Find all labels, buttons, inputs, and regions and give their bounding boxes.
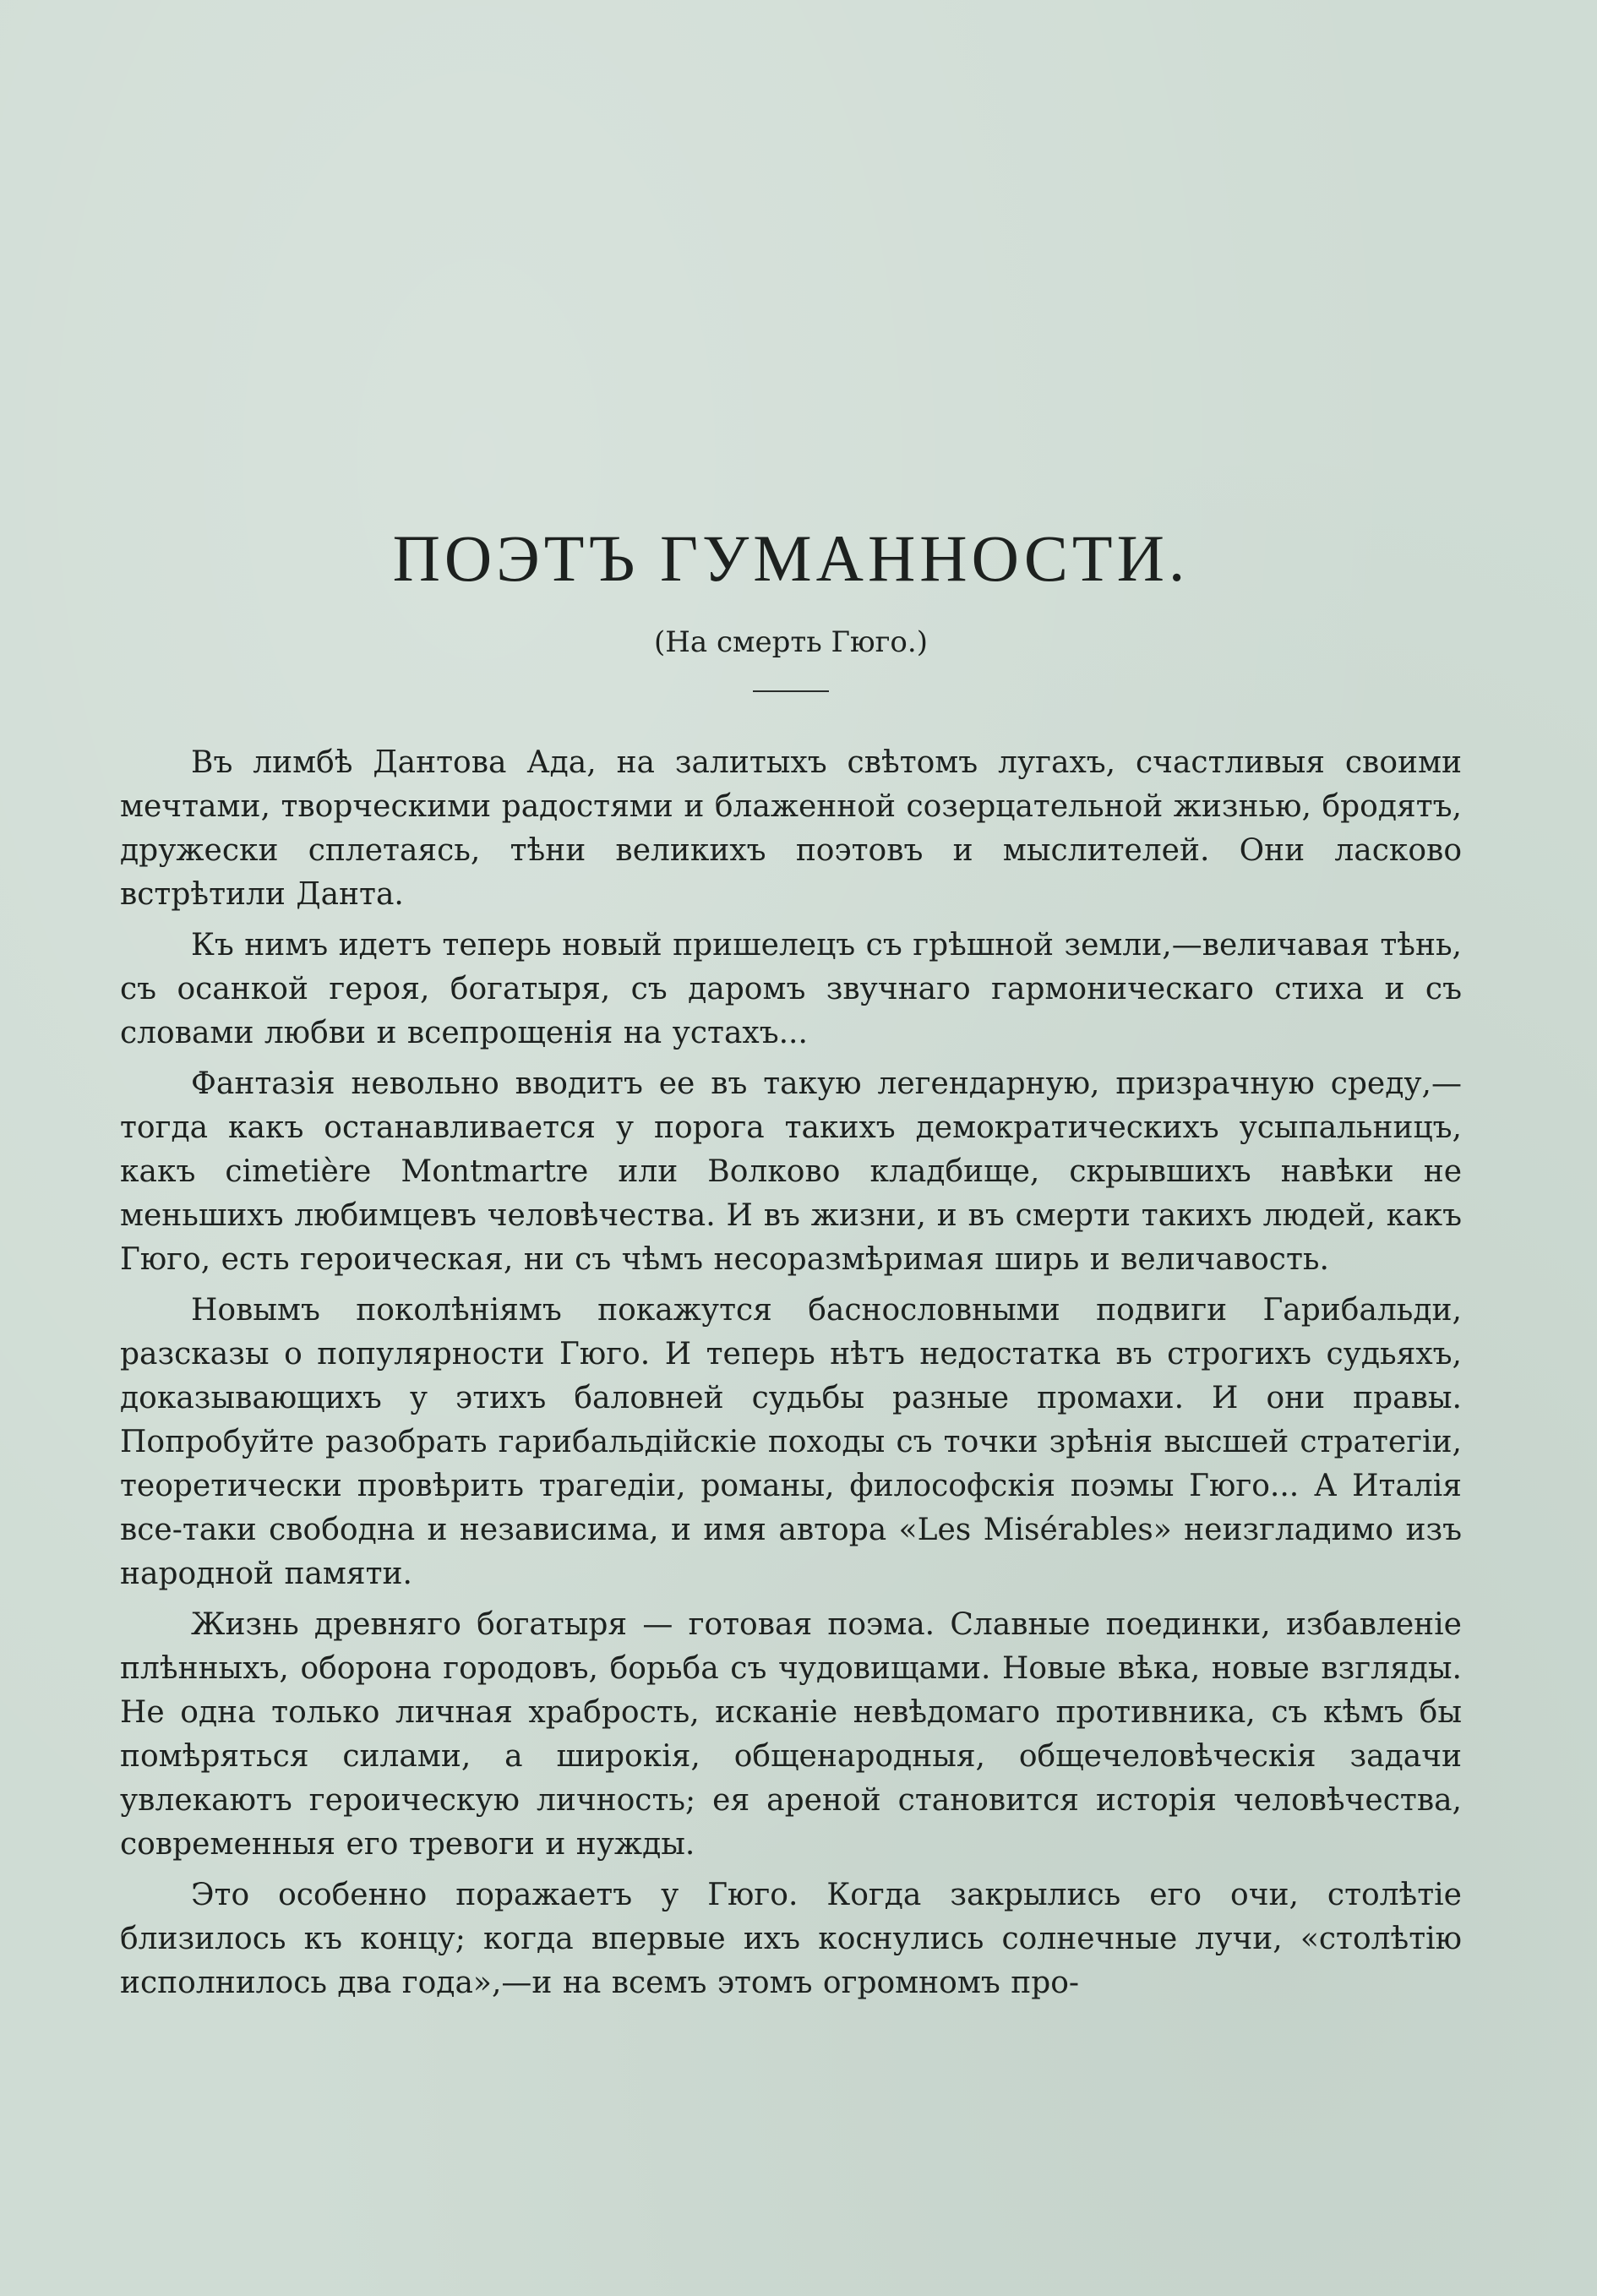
article-title: ПОЭТЪ ГУМАННОСТИ. bbox=[392, 521, 1190, 595]
article-subtitle: (На смерть Гюго.) bbox=[654, 625, 928, 659]
paragraph: Въ лимбѣ Дантова Ада, на залитыхъ свѣтомъ лугахъ, счастливыя своими мечтами, творческими радостями и блаженной созерцательной жизнью, бродятъ, дружески сплетаясь, тѣни великихъ поэтовъ и мыслителей. Они ласково встрѣтили Данта. bbox=[120, 744, 1462, 912]
paragraph: Новымъ поколѣніямъ покажутся баснословными подвиги Гарибальди, разсказы о популярности Гюго. И теперь нѣтъ недостатка въ строгихъ судьяхъ, доказывающихъ у этихъ баловней судьбы разные промахи. И они правы. Попробуйте разобрать гарибальдійскіе походы съ точки зрѣнія высшей стратегіи, теоретически провѣрить трагедіи, романы, философскія поэмы Гюго... А Италія все-таки свободна и независима, и имя автора «Les Misérables» неизгладимо изъ народной памяти. bbox=[120, 1292, 1462, 1591]
article-body bbox=[120, 741, 1462, 2005]
paragraph: Фантазія невольно вводитъ ее въ такую легендарную, призрачную среду,—тогда какъ останавливается у порога такихъ демократическихъ усыпальницъ, какъ cimetière Montmartre или Волково кладбище, скрывшихъ навѣки не меньшихъ любимцевъ человѣчества. И въ жизни, и въ смерти такихъ людей, какъ Гюго, есть героическая, ни съ чѣмъ несоразмѣримая ширь и величавость. bbox=[120, 1066, 1462, 1277]
paragraph: Къ нимъ идетъ теперь новый пришелецъ съ грѣшной земли,—величавая тѣнь, съ осанкой героя, богатыря, съ даромъ звучнаго гармоническаго стиха и съ словами любви и всепрощенія на устахъ... bbox=[120, 927, 1462, 1050]
paragraph: Это особенно поражаетъ у Гюго. Когда закрылись его очи, столѣтіе близилось къ концу; когда впервые ихъ коснулись солнечные лучи, «столѣтію исполнилось два года»,—и на всемъ этомъ огромномъ про- bbox=[120, 1877, 1462, 2000]
title-divider bbox=[753, 690, 829, 692]
paragraph: Жизнь древняго богатыря — готовая поэма. Славные поединки, избавленіе плѣнныхъ, оборона городовъ, борьба съ чудовищами. Новые вѣка, новые взгляды. Не одна только личная храбрость, исканіе невѣдомаго противника, съ кѣмъ бы помѣряться силами, а широкія, общенародныя, общечеловѣческія задачи увлекаютъ героическую личность; ея ареной становится исторія человѣчества, современныя его тревоги и нужды. bbox=[120, 1606, 1462, 1862]
